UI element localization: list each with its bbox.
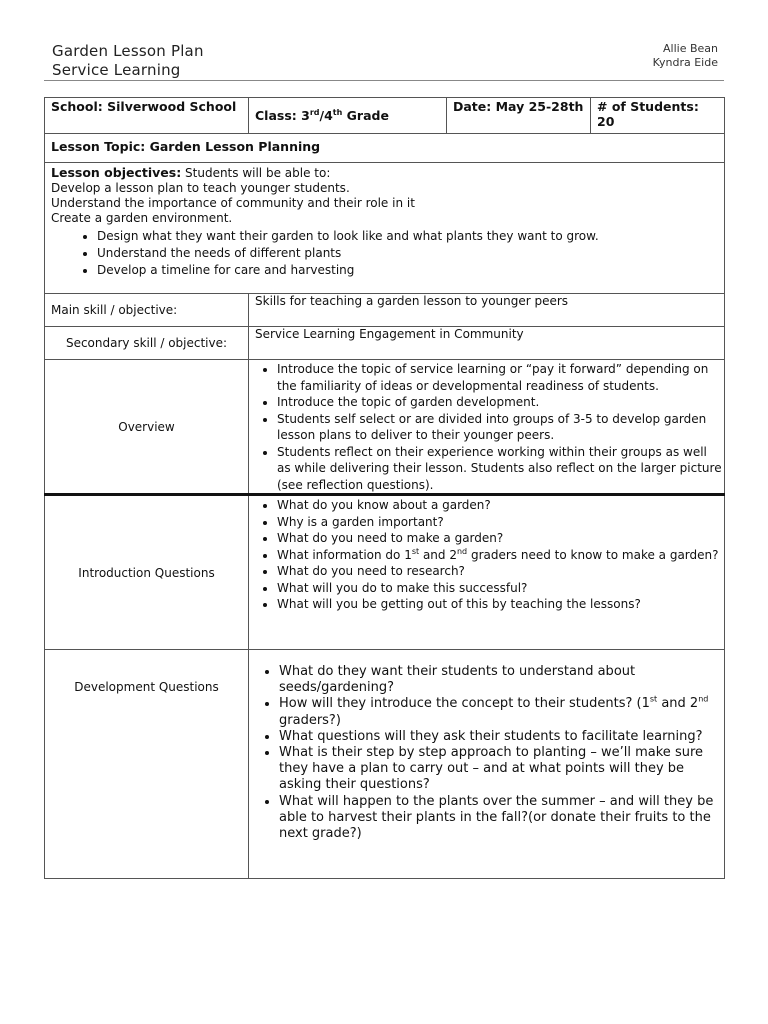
introduction-list: [249, 497, 724, 613]
overview-row: [45, 360, 725, 495]
introduction-label: Introduction Questions: [45, 495, 249, 650]
main-skill-row: [45, 294, 725, 327]
introduction-item: [277, 547, 724, 564]
objectives-cell: [45, 163, 725, 294]
development-item: • What will happen to the plants over the summer – and will they be able to harvest their plants in the fall?(or donate their fruits to the next grade?): [279, 794, 724, 843]
main-skill-value: Skills for teaching a garden lesson to younger peers: [249, 294, 725, 327]
introduction-item: • What do you know about a garden?: [277, 497, 724, 514]
objective-line: Understand the importance of community and their role in it: [51, 196, 415, 210]
overview-item: • Students self select or are divided into groups of 3-5 to develop garden lesson plans to deliver to their younger peers.: [277, 411, 724, 444]
class-cell: [249, 98, 447, 134]
dev-item2-sup1: st: [649, 695, 658, 705]
introduction-cell: [249, 495, 725, 650]
title-line-2: Service Learning: [52, 61, 181, 79]
objectives-lead: Lesson objectives:: [51, 165, 182, 180]
development-item: • What do they want their students to understand about seeds/gardening?: [279, 664, 724, 696]
objectives-heading: [51, 165, 718, 181]
introduction-item: • What do you need to research?: [277, 563, 724, 580]
introduction-item: • What will you be getting out of this by teaching the lessons?: [277, 596, 724, 613]
overview-item: • Introduce the topic of service learning or “pay it forward” depending on the familiarity of ideas or developmental readiness of students.: [277, 361, 724, 394]
secondary-skill-value: Service Learning Engagement in Community: [249, 327, 725, 360]
authors: [653, 42, 718, 70]
class-prefix: Class: 3: [255, 108, 310, 123]
date-cell: Date: May 25-28th: [447, 98, 591, 134]
overview-cell: [249, 360, 725, 495]
document-title: [52, 42, 204, 80]
secondary-skill-label: Secondary skill / objective:: [45, 327, 249, 360]
dev-item2-b: and 2: [657, 696, 699, 712]
lesson-plan-table: [44, 97, 725, 879]
header-divider: [44, 80, 724, 81]
main-skill-label: Main skill / objective:: [45, 294, 249, 327]
lesson-topic: Lesson Topic: Garden Lesson Planning: [45, 134, 725, 163]
class-mid: /4: [319, 108, 333, 123]
development-item: • What is their step by step approach to planting – we’ll make sure they have a plan to carry out – and at what points will they be asking their questions?: [279, 745, 724, 794]
dev-item2-a: How will they introduce the concept to their students? (1: [279, 696, 650, 712]
objective-line: Create a garden environment.: [51, 211, 233, 225]
intro-item4-b: and 2: [419, 547, 457, 562]
class-sup-2: th: [332, 107, 343, 117]
author-2: Kyndra Eide: [652, 56, 718, 69]
development-cell: [249, 650, 725, 879]
dev-item2-c: graders?): [279, 712, 341, 728]
development-row: [45, 650, 725, 879]
secondary-skill-row: [45, 327, 725, 360]
introduction-item: • What do you need to make a garden?: [277, 530, 724, 547]
intro-item4-c: graders need to know to make a garden?: [467, 547, 719, 562]
development-label: Development Questions: [45, 650, 249, 879]
overview-item: • Students reflect on their experience working within their groups as well as while delivering their lesson. Students also reflect on the larger picture (see reflection questions).: [277, 444, 724, 494]
document-header: [52, 42, 718, 82]
author-1: Allie Bean: [663, 42, 718, 55]
class-sup-1: rd: [309, 107, 320, 117]
development-list: [249, 664, 724, 842]
objective-bullet: • Develop a timeline for care and harvesting: [97, 262, 718, 279]
introduction-item: • Why is a garden important?: [277, 514, 724, 531]
introduction-item: • What will you do to make this successful?: [277, 580, 724, 597]
objective-bullet: • Understand the needs of different plants: [97, 245, 718, 262]
overview-item: • Introduce the topic of garden development.: [277, 394, 724, 411]
objectives-lead-rest: Students will be able to:: [181, 166, 331, 180]
class-suffix: Grade: [342, 108, 389, 123]
overview-list: [249, 361, 724, 493]
objectives-bullets: [51, 228, 718, 279]
objective-line: Develop a lesson plan to teach younger students.: [51, 181, 350, 195]
intro-item4-sup2: nd: [456, 546, 468, 556]
dev-item2-sup2: nd: [698, 695, 709, 705]
objectives-row: [45, 163, 725, 294]
objective-bullet: • Design what they want their garden to look like and what plants they want to grow.: [97, 228, 718, 245]
title-line-1: Garden Lesson Plan: [52, 42, 204, 60]
overview-label: Overview: [45, 360, 249, 495]
development-item: [279, 696, 724, 728]
intro-item4-a: What information do 1: [277, 547, 412, 562]
topic-row: [45, 134, 725, 163]
school-cell: School: Silverwood School: [45, 98, 249, 134]
intro-item4-sup1: st: [411, 546, 420, 556]
development-item: • What questions will they ask their students to facilitate learning?: [279, 729, 724, 745]
info-row: [45, 98, 725, 134]
students-cell: # of Students: 20: [591, 98, 725, 134]
introduction-row: [45, 495, 725, 650]
